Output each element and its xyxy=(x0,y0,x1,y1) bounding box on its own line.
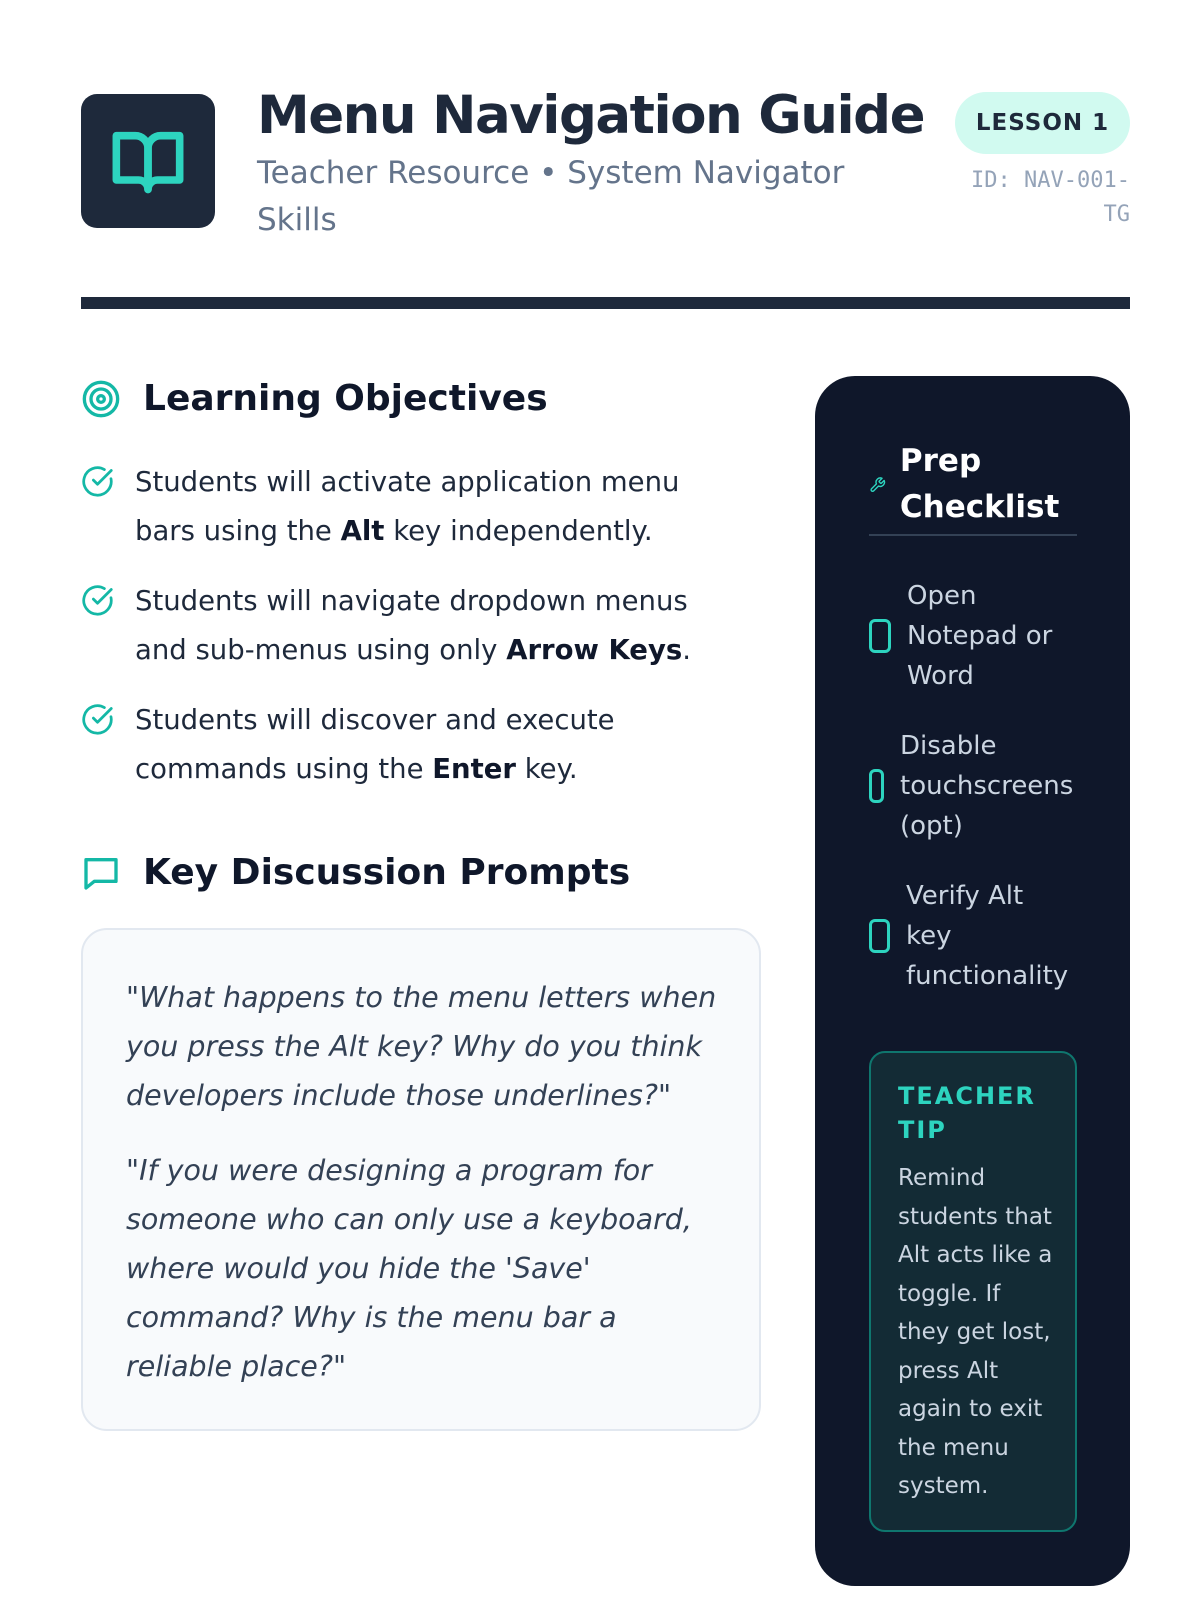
discussion-prompt: "What happens to the menu letters when you press the Alt key? Why do you think developers include those underlines?" xyxy=(126,981,717,1112)
lesson-badge: LESSON 1 xyxy=(955,92,1130,154)
objectives-list xyxy=(81,458,741,815)
checkbox[interactable] xyxy=(869,769,884,803)
checkbox[interactable] xyxy=(869,919,890,953)
check-circle-icon xyxy=(81,703,114,736)
prompts-heading-text: Key Discussion Prompts xyxy=(143,852,631,893)
checklist-item-label: Verify Alt key functionality xyxy=(906,881,1069,991)
open-book-icon xyxy=(110,123,186,199)
page-title: Menu Navigation Guide xyxy=(257,85,925,146)
prep-heading xyxy=(869,434,1077,536)
teacher-tip-title: TEACHER TIP xyxy=(898,1082,1036,1144)
discussion-prompt: "If you were designing a program for someone who can only use a keyboard, where would you hide the 'Save' command? Why is the menu bar a reliable place?" xyxy=(126,1154,692,1383)
header-divider xyxy=(81,297,1130,309)
logo xyxy=(81,94,215,228)
objective-keyword: Alt xyxy=(340,515,385,547)
prompts-heading xyxy=(81,852,630,893)
objective-keyword: Arrow Keys xyxy=(506,634,683,666)
objective-item xyxy=(81,458,741,556)
objectives-heading xyxy=(81,378,548,419)
prompts-card xyxy=(81,928,761,1431)
checkbox[interactable] xyxy=(869,619,891,653)
objectives-heading-text: Learning Objectives xyxy=(143,378,548,419)
objective-keyword: Enter xyxy=(432,753,516,785)
checklist-item-label: Open Notepad or Word xyxy=(907,581,1053,691)
speech-bubble-icon xyxy=(81,853,121,893)
teacher-tip-body: Remind students that Alt acts like a toggle. If they get lost, press Alt again to exit the menu system. xyxy=(898,1165,1053,1499)
prep-checklist xyxy=(869,576,1084,1026)
objective-item xyxy=(81,696,741,794)
checklist-item[interactable] xyxy=(869,876,1084,996)
check-circle-icon xyxy=(81,465,114,498)
objective-text: Students will navigate dropdown menus and sub-menus using only Arrow Keys. xyxy=(135,585,691,666)
prep-panel xyxy=(815,376,1130,1586)
teacher-tip-card xyxy=(869,1051,1077,1532)
checklist-item[interactable] xyxy=(869,726,1084,846)
check-circle-icon xyxy=(81,584,114,617)
page-header xyxy=(81,85,1130,248)
document-id: ID: NAV-001-TG xyxy=(971,168,1130,227)
target-icon xyxy=(81,379,121,419)
page-subtitle: Teacher Resource • System Navigator Skills xyxy=(257,155,845,238)
checklist-item[interactable] xyxy=(869,576,1084,696)
wrench-icon xyxy=(869,473,886,497)
objective-text: Students will activate application menu bars using the Alt key independently. xyxy=(135,466,680,547)
objective-text: Students will discover and execute commands using the Enter key. xyxy=(135,704,615,785)
prep-title: Prep Checklist xyxy=(899,443,1060,525)
objective-item xyxy=(81,577,741,675)
checklist-item-label: Disable touchscreens (opt) xyxy=(900,731,1074,841)
